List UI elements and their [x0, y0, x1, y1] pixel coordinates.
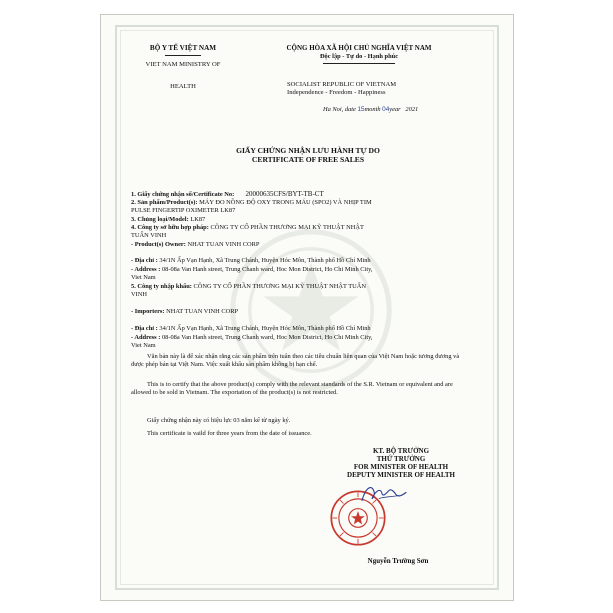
title-vn: GIẤY CHỨNG NHẬN LƯU HÀNH TỰ DO: [236, 146, 380, 155]
title-en: CERTIFICATE OF FREE SALES: [251, 155, 365, 164]
field-owner-en: - Product(s) Owner: NHAT TUAN VINH CORP: [131, 241, 260, 248]
handwritten-signature-icon: [359, 481, 409, 507]
ministry-vn: BỘ Y TẾ VIỆT NAM: [149, 44, 217, 52]
field-importer: 5. Công ty nhập khẩu: CÔNG TY CỔ PHẦN THƯƠNG MẠI KỸ THUẬT NHẬT TUẤN: [131, 283, 367, 290]
field-model: 3. Chủng loại/Model: LK87: [131, 216, 206, 223]
field-product: 2. Sản phẩm/Product(s): MÁY ĐO NỒNG ĐỘ OXY TRONG MÁU (SPO2) VÀ NHỊP TIM: [131, 199, 372, 206]
motto-en: Independence - Freedom - Happiness: [287, 89, 386, 96]
divider: [323, 63, 395, 64]
signature-line2: THỨ TRƯỞNG: [376, 455, 426, 463]
ministry-en-line2: HEALTH: [170, 83, 196, 90]
field-product-line2: PULSE FINGERTIP OXIMETER LK87: [131, 207, 236, 214]
signature-line1: KT. BỘ TRƯỞNG: [372, 447, 430, 455]
field-cert-no: 1. Giấy chứng nhận số/Certificate No: 20000635CFS/BYT-TB-CT: [131, 190, 324, 198]
field-owner-address-vn: - Địa chỉ : 34/1N Ấp Vạn Hạnh, Xã Trung Chánh, Huyện Hóc Môn, Thành phố Hồ Chí Minh: [131, 257, 371, 264]
signature-line4: DEPUTY MINISTER OF HEALTH: [347, 471, 455, 479]
signature-line3: FOR MINISTER OF HEALTH: [353, 463, 449, 471]
field-owner-line2: TUẤN VINH: [131, 232, 167, 239]
validity-en: This certificate is vaild for three years from the date of issuance.: [147, 430, 312, 437]
field-importer-en: - Importers: NHAT TUAN VINH CORP: [131, 308, 239, 315]
motto-vn: Độc lập - Tự do - Hạnh phúc: [319, 53, 399, 60]
signatory-name: Nguyễn Trường Sơn: [367, 557, 429, 565]
field-importer-line2: VINH: [131, 291, 147, 298]
republic-vn: CỘNG HÒA XÃ HỘI CHỦ NGHĨA VIỆT NAM: [286, 44, 432, 52]
field-importer-address-en: - Address : 08-08a Van Hanh street, Trung Chanh ward, Hoc Mon District, Ho Chi Minh City,: [131, 334, 373, 341]
field-owner-address-en-line2: Viet Nam: [131, 274, 156, 281]
field-importer-address-en-line2: Viet Nam: [131, 342, 156, 349]
field-owner: 4. Công ty sở hữu hợp pháp: CÔNG TY CỔ PHẦN THƯƠNG MẠI KỸ THUẬT NHẬT: [131, 224, 364, 231]
republic-en: SOCIALIST REPUBLIC OF VIETNAM: [287, 81, 397, 88]
divider: [165, 55, 201, 56]
field-owner-address-en: - Address : 08-08a Van Hanh street, Trung Chanh ward, Hoc Mon District, Ho Chi Minh City,: [131, 266, 373, 273]
field-importer-address-vn: - Địa chỉ : 34/1N Ấp Vạn Hạnh, Xã Trung Chánh, Huyện Hóc Môn, Thành phố Hồ Chí Minh: [131, 325, 371, 332]
statement-en: This is to certify that the above product(s) comply with the relevant standards of the S.R. Vietnam or equivalent and are allowed to be sold in Vietnam. The exportation of the product(s) is not restricted.: [131, 381, 453, 397]
issue-date: Ha Noi, date 15month 04year 2021: [323, 106, 419, 113]
validity-vn: Giấy chứng nhận này có hiệu lực 03 năm kể từ ngày ký.: [147, 417, 291, 424]
certificate-page: [100, 14, 514, 601]
statement-vn: Văn bản này là để xác nhận rằng các sản phẩm trên tuân theo các tiêu chuẩn liên quan của Việt Nam hoặc tương đương và được phép bán tại Việt Nam. Việc xuất khẩu sản phẩm không bị hạn chế.: [131, 353, 460, 369]
ministry-en-line1: VIET NAM MINISTRY OF: [145, 61, 221, 68]
